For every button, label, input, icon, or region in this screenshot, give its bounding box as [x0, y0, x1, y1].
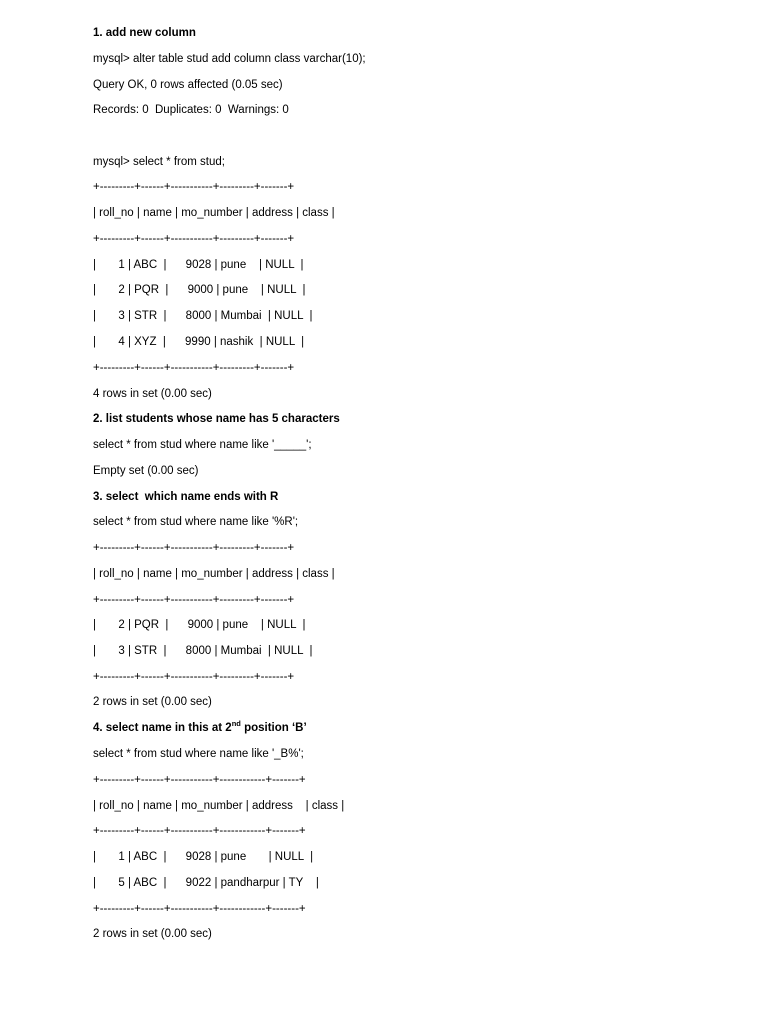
sql-like-second-b: select * from stud where name like '_B%'; [93, 748, 304, 760]
sql-select-statement: mysql> select * from stud; [93, 156, 225, 168]
table-row: | 1 | ABC | 9028 | pune | NULL | [93, 851, 314, 863]
table-row: | 1 | ABC | 9028 | pune | NULL | [93, 259, 304, 271]
heading-second-position-b [93, 721, 307, 735]
table-row: | 3 | STR | 8000 | Mumbai | NULL | [93, 645, 313, 657]
heading-five-character-names: 2. list students whose name has 5 characters [93, 413, 340, 425]
sql-like-ends-r: select * from stud where name like '%R'; [93, 516, 299, 528]
heading-text-start: 4. select name in this at 2 [93, 722, 232, 734]
table-row: | 3 | STR | 8000 | Mumbai | NULL | [93, 310, 313, 322]
table-row: | 2 | PQR | 9000 | pune | NULL | [93, 284, 306, 296]
table-border-line: +---------+------+-----------+------------+-------+ [93, 825, 306, 837]
records-summary-line: Records: 0 Duplicates: 0 Warnings: 0 [93, 104, 289, 116]
query-result-line: Query OK, 0 rows affected (0.05 sec) [93, 79, 283, 91]
table-header-row: | roll_no | name | mo_number | address | class | [93, 207, 335, 219]
row-count-line: 2 rows in set (0.00 sec) [93, 928, 212, 940]
ordinal-superscript: nd [231, 719, 241, 729]
empty-set-line: Empty set (0.00 sec) [93, 465, 199, 477]
table-row: | 2 | PQR | 9000 | pune | NULL | [93, 619, 306, 631]
heading-add-new-column: 1. add new column [93, 27, 196, 39]
table-header-row: | roll_no | name | mo_number | address | class | [93, 568, 335, 580]
sql-alter-statement: mysql> alter table stud add column class varchar(10); [93, 53, 366, 65]
table-border-line: +---------+------+-----------+---------+-------+ [93, 542, 295, 554]
table-row: | 5 | ABC | 9022 | pandharpur | TY | [93, 877, 319, 889]
row-count-line: 4 rows in set (0.00 sec) [93, 388, 212, 400]
table-border-line: +---------+------+-----------+---------+-------+ [93, 362, 295, 374]
heading-name-ends-with-r: 3. select which name ends with R [93, 491, 279, 503]
table-row: | 4 | XYZ | 9990 | nashik | NULL | [93, 336, 305, 348]
table-border-line: +---------+------+-----------+---------+-------+ [93, 671, 295, 683]
table-border-line: +---------+------+-----------+---------+-------+ [93, 181, 295, 193]
table-border-line: +---------+------+-----------+------------+-------+ [93, 903, 306, 915]
table-border-line: +---------+------+-----------+---------+-------+ [93, 233, 295, 245]
heading-text-end: position ‘B’ [240, 722, 307, 734]
row-count-line: 2 rows in set (0.00 sec) [93, 696, 212, 708]
table-header-row: | roll_no | name | mo_number | address | class | [93, 800, 345, 812]
table-border-line: +---------+------+-----------+------------+-------+ [93, 774, 306, 786]
sql-like-five-chars: select * from stud where name like '_____'; [93, 439, 312, 451]
table-border-line: +---------+------+-----------+---------+-------+ [93, 594, 295, 606]
